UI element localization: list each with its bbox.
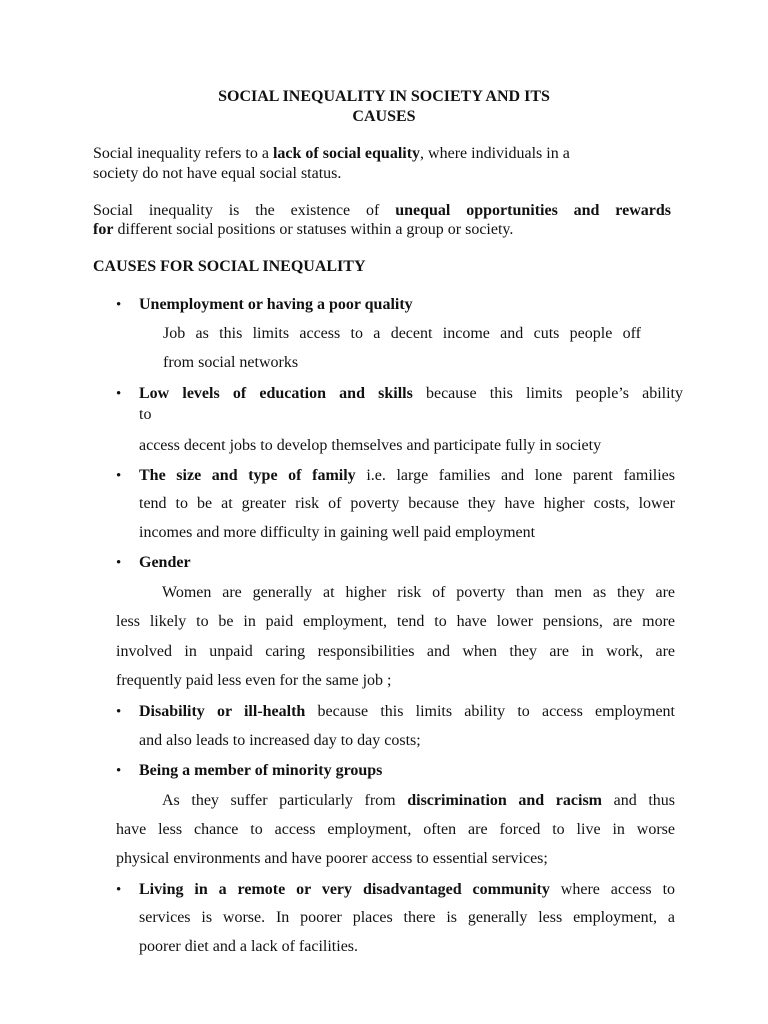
section-heading: CAUSES FOR SOCIAL INEQUALITY <box>93 258 366 275</box>
text: where access to <box>549 881 676 898</box>
text: Social inequality refers to a <box>93 145 273 162</box>
page-title-line-1: SOCIAL INEQUALITY IN SOCIETY AND ITS <box>218 88 550 105</box>
list-item-disability-line-2: and also leads to increased day to day costs; <box>139 732 421 749</box>
list-item-unemployment-line-3: from social networks <box>163 354 299 371</box>
bold-phrase: lack of social equality <box>272 145 421 162</box>
list-item-remote-line-3: poorer diet and a lack of facilities. <box>139 938 359 955</box>
text: Social inequality is the existence of <box>93 202 396 219</box>
paragraph-2-line-1 <box>93 201 671 221</box>
text: because this limits ability to access employment <box>305 703 675 720</box>
list-item-remote-line-2: services is worse. In poorer places there is generally less employment, a <box>139 909 675 926</box>
list-item-family-line-1 <box>139 466 675 486</box>
list-item-gender-line-3: less likely to be in paid employment, tend to have lower pensions, are more <box>116 613 675 630</box>
bullet-icon: • <box>116 704 122 720</box>
bullet-icon: • <box>116 386 122 402</box>
text: As they suffer particularly from <box>162 792 408 809</box>
bold-phrase: discrimination and racism <box>407 792 603 809</box>
list-item-disability-line-1 <box>139 702 675 722</box>
list-item-family-line-3: incomes and more difficulty in gaining well paid employment <box>139 524 536 541</box>
page-title-line-2: CAUSES <box>352 108 416 125</box>
bullet-icon: • <box>116 297 122 313</box>
text: different social positions or statuses within a group or society. <box>113 221 514 238</box>
bold-phrase: Living in a remote or very disadvantaged community <box>139 881 550 898</box>
list-item-education-line-3: access decent jobs to develop themselves and participate fully in society <box>139 437 602 454</box>
bullet-icon: • <box>116 882 122 898</box>
list-item-minority-title: Being a member of minority groups <box>139 762 383 779</box>
text: and thus <box>602 792 676 809</box>
bold-phrase: Disability or ill-health <box>139 703 306 720</box>
bold-phrase: for <box>93 221 114 238</box>
list-item-family-line-2: tend to be at greater risk of poverty because they have higher costs, lower <box>139 495 675 512</box>
paragraph-2-line-2 <box>93 220 513 240</box>
list-item-education-line-2: to <box>139 406 152 423</box>
list-item-unemployment-title: Unemployment or having a poor quality <box>139 296 413 313</box>
text: because this limits people’s ability <box>412 385 683 402</box>
bullet-icon: • <box>116 468 122 484</box>
list-item-minority-line-4: physical environments and have poorer access to essential services; <box>116 850 548 867</box>
bullet-icon: • <box>116 555 122 571</box>
list-item-unemployment-line-2: Job as this limits access to a decent income and cuts people off <box>163 325 641 342</box>
text: i.e. large families and lone parent families <box>355 467 676 484</box>
bold-phrase: unequal opportunities and rewards <box>395 202 672 219</box>
list-item-education-line-1 <box>139 384 683 404</box>
list-item-remote-line-1 <box>139 880 675 900</box>
paragraph-1-line-1 <box>93 144 673 164</box>
bold-phrase: Low levels of education and skills <box>139 385 413 402</box>
list-item-minority-line-3: have less chance to access employment, often are forced to live in worse <box>116 821 675 838</box>
list-item-gender-line-5: frequently paid less even for the same job ; <box>116 672 392 689</box>
list-item-gender-title: Gender <box>139 554 191 571</box>
list-item-gender-line-4: involved in unpaid caring responsibilities and when they are in work, are <box>116 643 675 660</box>
list-item-gender-line-2: Women are generally at higher risk of poverty than men as they are <box>162 584 675 601</box>
text: , where individuals in a <box>420 145 570 162</box>
bullet-icon: • <box>116 763 122 779</box>
list-item-minority-line-2 <box>162 791 675 811</box>
paragraph-1-line-2: society do not have equal social status. <box>93 165 342 182</box>
bold-phrase: The size and type of family <box>139 467 356 484</box>
